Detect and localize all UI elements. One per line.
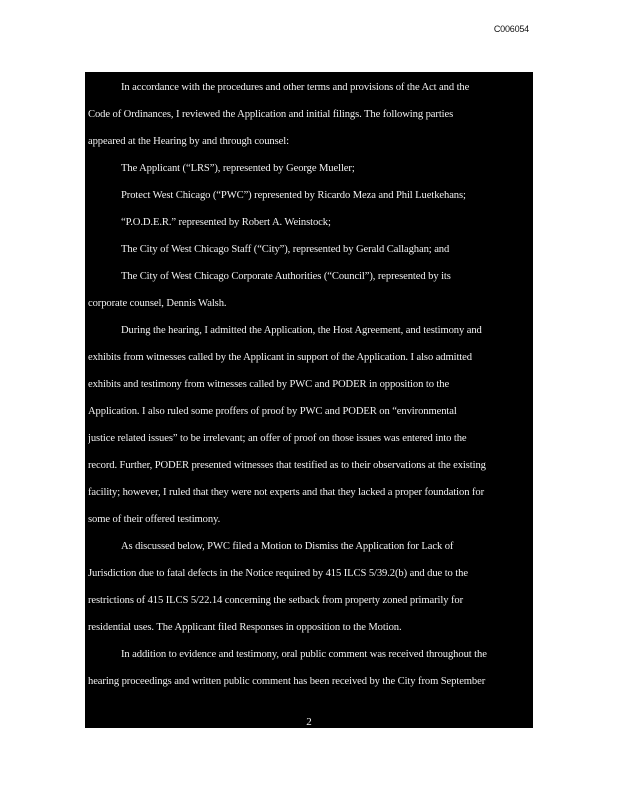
body-line: hearing proceedings and written public comment has been received by the City from September — [88, 676, 486, 687]
body-line: The Applicant (“LRS”), represented by George Mueller; — [121, 163, 355, 174]
body-line: During the hearing, I admitted the Application, the Host Agreement, and testimony and — [121, 325, 482, 336]
body-line: As discussed below, PWC filed a Motion to Dismiss the Application for Lack of — [121, 541, 454, 552]
body-line: corporate counsel, Dennis Walsh. — [88, 298, 227, 309]
body-line: exhibits and testimony from witnesses called by PWC and PODER in opposition to the — [88, 379, 450, 390]
body-line: record. Further, PODER presented witnesses that testified as to their observations at the existing — [88, 460, 486, 471]
body-line: restrictions of 415 ILCS 5/22.14 concerning the setback from property zoned primarily for — [88, 595, 464, 606]
body-line: The City of West Chicago Staff (“City”), represented by Gerald Callaghan; and — [121, 244, 450, 255]
body-line: Jurisdiction due to fatal defects in the Notice required by 415 ILCS 5/39.2(b) and due to the — [88, 568, 468, 579]
body-line: The City of West Chicago Corporate Authorities (“Council”), represented by its — [121, 271, 451, 282]
body-line: In addition to evidence and testimony, oral public comment was received throughout the — [121, 649, 487, 660]
body-line: “P.O.D.E.R.” represented by Robert A. Weinstock; — [121, 217, 331, 228]
body-line: facility; however, I ruled that they were not experts and that they lacked a proper foundation for — [88, 487, 485, 498]
body-line: Code of Ordinances, I reviewed the Application and initial filings. The following parties — [88, 109, 454, 120]
body-line: appeared at the Hearing by and through counsel: — [88, 136, 289, 147]
body-line: residential uses. The Applicant filed Responses in opposition to the Motion. — [88, 622, 402, 633]
document-control-number: C006054 — [493, 24, 529, 34]
body-line: some of their offered testimony. — [88, 514, 221, 525]
page-number: 2 — [306, 716, 312, 728]
body-line: exhibits from witnesses called by the Applicant in support of the Application. I also admitted — [88, 352, 472, 363]
body-line: Protect West Chicago (“PWC”) represented by Ricardo Meza and Phil Luetkehans; — [121, 190, 466, 201]
body-line: justice related issues” to be irrelevant; an offer of proof on those issues was entered into the — [88, 433, 467, 444]
body-line: In accordance with the procedures and other terms and provisions of the Act and the — [121, 82, 470, 93]
document-body — [88, 74, 534, 695]
body-line: Application. I also ruled some proffers of proof by PWC and PODER on “environmental — [88, 406, 457, 417]
